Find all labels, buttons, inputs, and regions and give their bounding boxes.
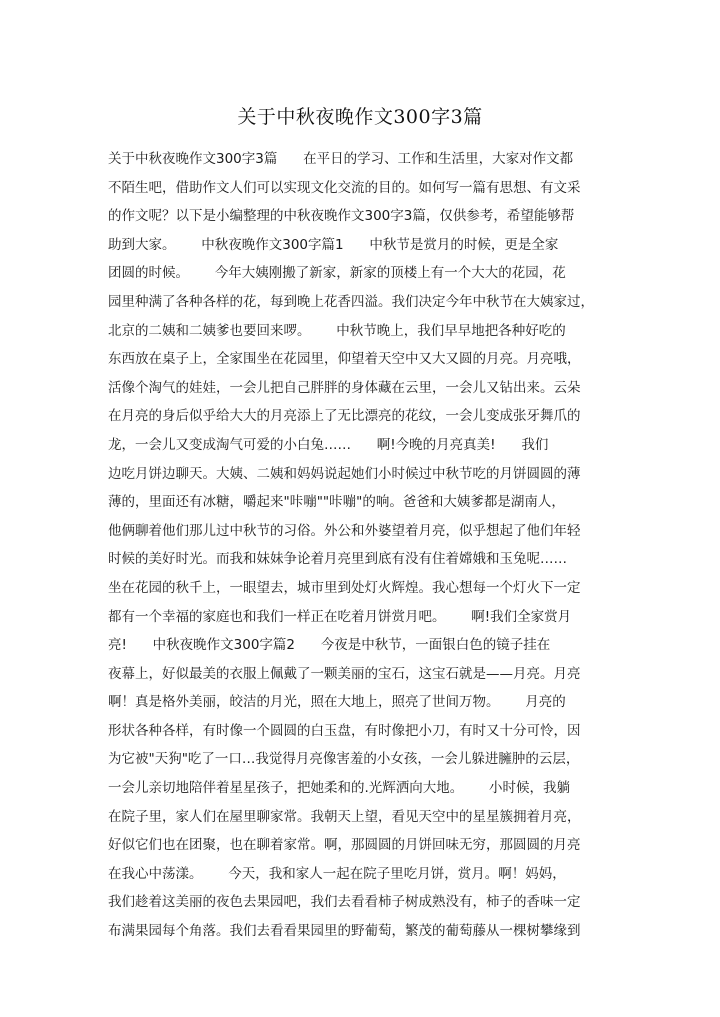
text-line: 东西放在桌子上，全家围坐在花园里，仰望着天空中又大又圆的月亮。月亮哦， [108, 351, 581, 368]
text-line: 夜幕上，好似最美的衣服上佩戴了一颗美丽的宝石，这宝石就是——月亮。月亮 [108, 665, 581, 682]
text-line: 亮! 中秋夜晚作文300字篇2 今夜是中秋节，一面银白色的镜子挂在 [108, 637, 551, 654]
text-line: 边吃月饼边聊天。大姨、二姨和妈妈说起她们小时候过中秋节吃的月饼圆圆的薄 [108, 465, 581, 482]
text-line: 活像个淘气的娃娃，一会儿把自己胖胖的身体藏在云里，一会儿又钻出来。云朵 [108, 379, 581, 396]
text-line: 都有一个幸福的家庭也和我们一样正在吃着月饼赏月吧。 啊!我们全家赏月 [108, 608, 572, 625]
text-line: 在我心中荡漾。 今天，我和家人一起在院子里吃月饼，赏月。啊！妈妈， [108, 865, 566, 882]
text-line: 形状各种各样，有时像一个圆圆的白玉盘，有时像把小刀，有时又十分可怜，因 [108, 722, 581, 739]
text-line: 在院子里，家人们在屋里聊家常。我朝天上望，看见天空中的星星簇拥着月亮， [108, 808, 581, 825]
text-line: 北京的二姨和二姨爹也要回来啰。 中秋节晚上，我们早早地把各种好吃的 [108, 322, 566, 339]
text-line: 布满果园每个角落。我们去看看果园里的野葡萄，繁茂的葡萄藤从一棵树攀缘到 [108, 923, 581, 940]
document-title: 关于中秋夜晚作文300字3篇 [237, 106, 483, 128]
text-line: 为它被"天狗"吃了一口…我觉得月亮像害羞的小女孩，一会儿躲进臃肿的云层， [108, 751, 580, 768]
text-line: 坐在花园的秋千上，一眼望去，城市里到处灯火辉煌。我心想每一个灯火下一定 [108, 579, 581, 596]
text-line: 龙，一会儿又变成淘气可爱的小白兔…… 啊!今晚的月亮真美! 我们 [108, 436, 549, 453]
text-line: 一会儿亲切地陪伴着星星孩子，把她柔和的.光辉洒向大地。 小时候，我躺 [108, 780, 571, 797]
text-line: 时候的美好时光。而我和妹妹争论着月亮里到底有没有住着嫦娥和玉兔呢…… [108, 551, 567, 568]
text-line: 好似它们也在团聚，也在聊着家常。啊，那圆圆的月饼回味无穷，那圆圆的月亮 [108, 837, 581, 854]
text-line: 他俩聊着他们那儿过中秋节的习俗。外公和外婆望着月亮，似乎想起了他们年轻 [108, 522, 581, 539]
text-line: 园里种满了各种各样的花，每到晚上花香四溢。我们决定今年中秋节在大姨家过， [108, 293, 594, 310]
text-line: 不陌生吧，借助作文人们可以实现文化交流的目的。如何写一篇有思想、有文采 [108, 179, 581, 196]
text-line: 我们趁着这美丽的夜色去果园吧，我们去看看柿子树成熟没有，柿子的香味一定 [108, 894, 581, 911]
text-line: 的作文呢？以下是小编整理的中秋夜晚作文300字3篇，仅供参考，希望能够帮 [108, 208, 575, 225]
text-line: 薄的，里面还有冰糖，嚼起来"咔嘣""咔嘣"的响。爸爸和大姨爹都是湖南人， [108, 494, 565, 511]
document-body [108, 145, 613, 946]
text-line: 在月亮的身后似乎给大大的月亮添上了无比漂亮的花纹，一会儿变成张牙舞爪的 [108, 408, 581, 425]
text-line: 团圆的时候。 今年大姨刚搬了新家，新家的顶楼上有一个大大的花园，花 [108, 265, 566, 282]
text-line: 啊！真是格外美丽，皎洁的月光，照在大地上，照亮了世间万物。 月亮的 [108, 694, 566, 711]
text-line: 关于中秋夜晚作文300字3篇 在平日的学习、工作和生活里，大家对作文都 [108, 151, 574, 167]
text-line: 助到大家。 中秋夜晚作文300字篇1 中秋节是赏月的时候，更是全家 [108, 236, 559, 253]
